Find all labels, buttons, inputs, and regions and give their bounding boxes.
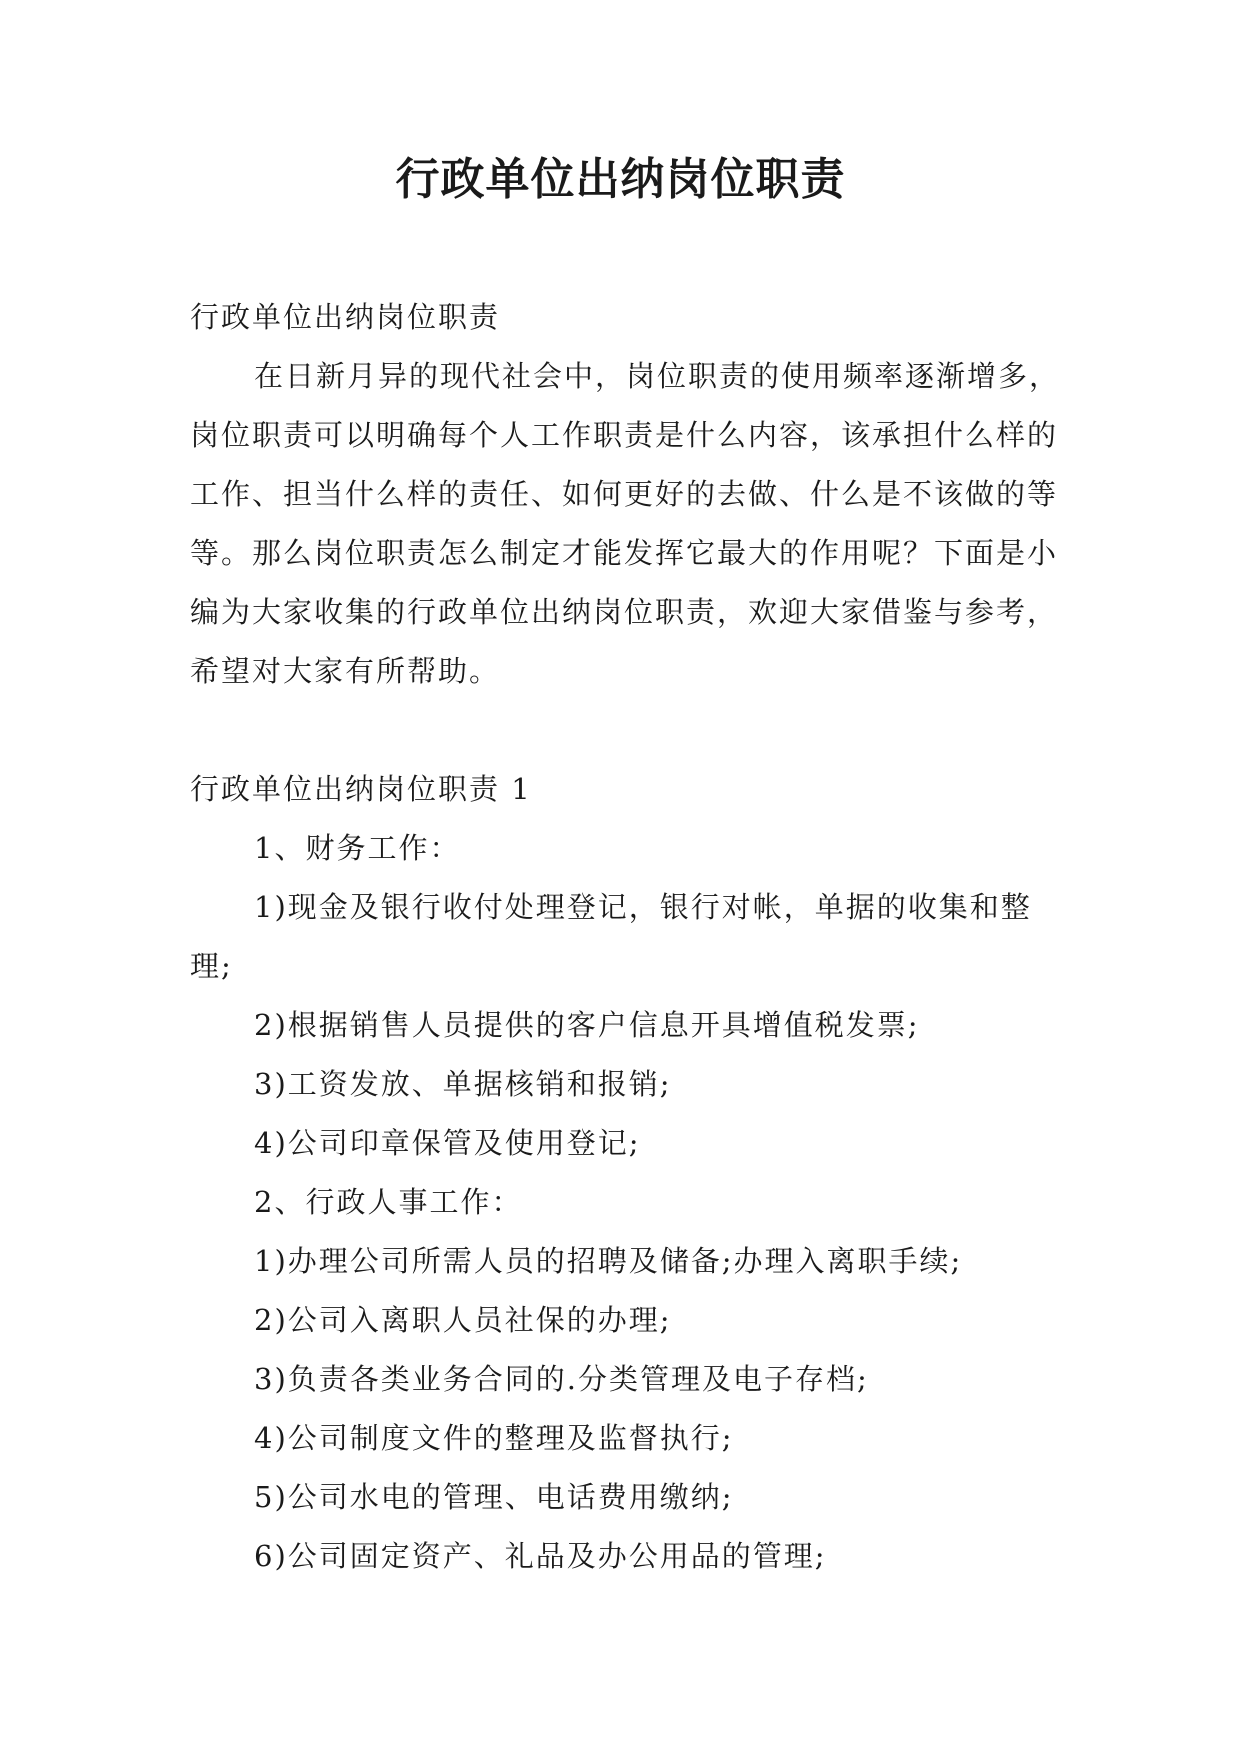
finance-heading: 1、财务工作： — [254, 831, 461, 865]
intro-paragraph: 在日新月异的现代社会中，岗位职责的使用频率逐渐增多，岗位职责可以明确每个人工作职责是什么内容，该承担什么样的工作、担当什么样的责任、如何更好的去做、什么是不该做的等等。那么岗位职责怎么制定才能发挥它最大的作用呢？下面是小编为大家收集的行政单位出纳岗位职责，欢迎大家借鉴与参考，希望对大家有所帮助。 — [190, 359, 1061, 688]
list-item: 1)办理公司所需人员的招聘及储备;办理入离职手续; — [254, 1244, 963, 1278]
subtitle: 行政单位出纳岗位职责 — [190, 300, 501, 334]
list-item: 3)工资发放、单据核销和报销; — [254, 1067, 672, 1101]
list-item: 4)公司制度文件的整理及监督执行; — [254, 1421, 734, 1455]
list-item: 6)公司固定资产、礼品及办公用品的管理; — [254, 1539, 827, 1573]
spacer — [190, 701, 1070, 760]
list-item: 1)现金及银行收付处理登记，银行对帐，单据的收集和整理; — [190, 890, 1032, 983]
list-item: 4)公司印章保管及使用登记; — [254, 1126, 641, 1160]
list-item: 2)公司入离职人员社保的办理; — [254, 1303, 672, 1337]
list-item: 2)根据销售人员提供的客户信息开具增值税发票; — [254, 1008, 920, 1042]
list-item: 5)公司水电的管理、电话费用缴纳; — [254, 1480, 734, 1514]
admin-heading: 2、行政人事工作： — [254, 1185, 523, 1219]
list-item: 3)负责各类业务合同的.分类管理及电子存档; — [254, 1362, 869, 1396]
page-title: 行政单位出纳岗位职责 — [395, 154, 846, 205]
section-title: 行政单位出纳岗位职责 1 — [190, 772, 532, 806]
document-body — [190, 288, 1070, 1586]
